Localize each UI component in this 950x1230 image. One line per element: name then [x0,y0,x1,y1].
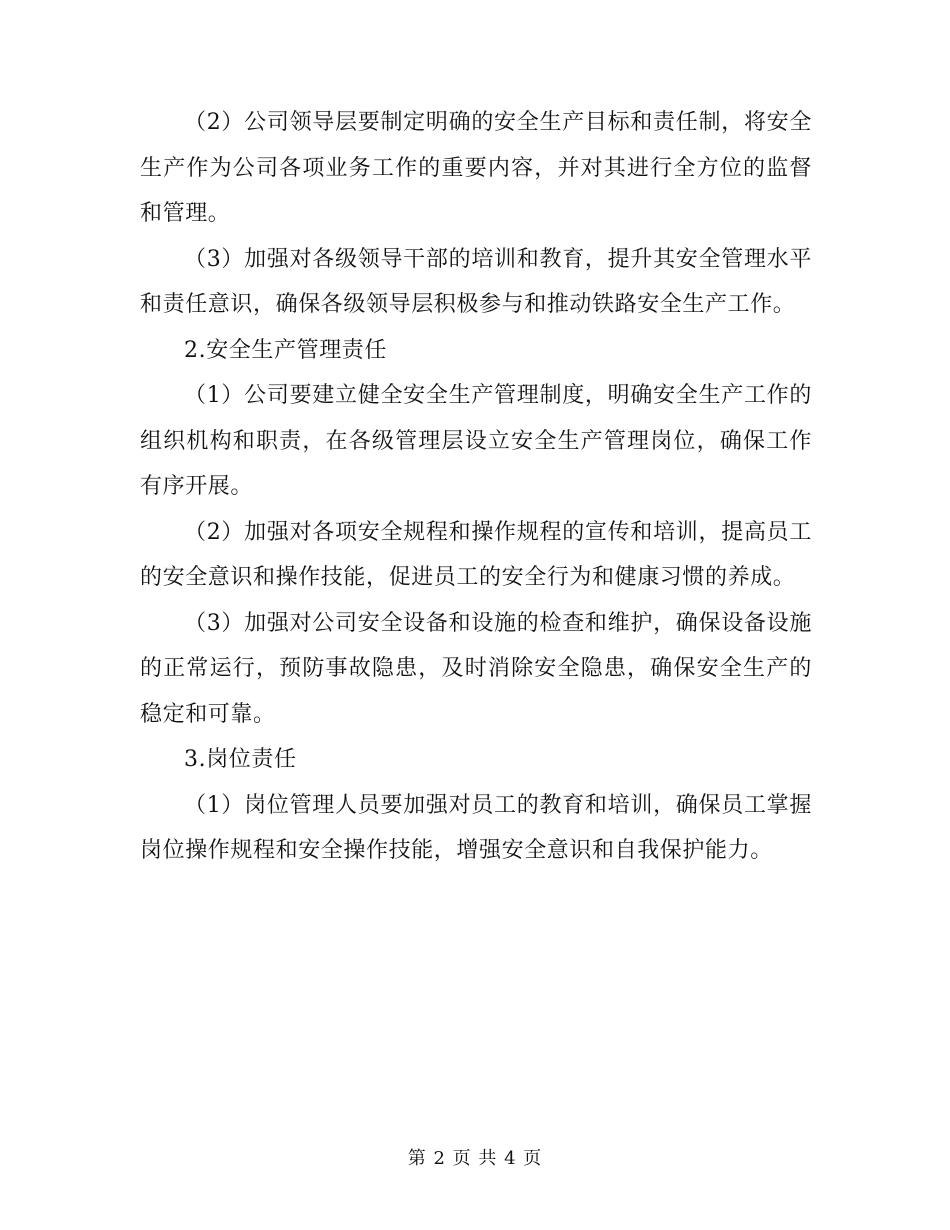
section-heading-post-responsibility: 3.岗位责任 [184,747,297,772]
paragraph-leadership-goals: （2）公司领导层要制定明确的安全生产目标和责任制，将安全生产作为公司各项业务工作的重要内容，并对其进行全方位的监督和管理。 [140,110,812,226]
page-number-footer: 第 2 页 共 4 页 [407,1148,543,1169]
section-heading-safety-management: 2.安全生产管理责任 [184,337,387,363]
paragraph-rules-training: （2）加强对各项安全规程和操作规程的宣传和培训，提高员工的安全意识和操作技能，促进员工的安全行为和健康习惯的养成。 [140,519,812,590]
paragraph-post-training: （1）岗位管理人员要加强对员工的教育和培训，确保员工掌握岗位操作规程和安全操作技能，增强安全意识和自我保护能力。 [140,792,812,863]
document-body [140,100,812,874]
paragraph-management-system: （1）公司要建立健全安全生产管理制度，明确安全生产工作的组织机构和职责，在各级管理层设立安全生产管理岗位，确保工作有序开展。 [140,383,812,499]
paragraph-equipment-maintenance: （3）加强对公司安全设备和设施的检查和维护，确保设备设施的正常运行，预防事故隐患，及时消除安全隐患，确保安全生产的稳定和可靠。 [140,610,812,727]
paragraph-leadership-training: （3）加强对各级领导干部的培训和教育，提升其安全管理水平和责任意识，确保各级领导层积极参与和推动铁路安全生产工作。 [140,246,812,317]
